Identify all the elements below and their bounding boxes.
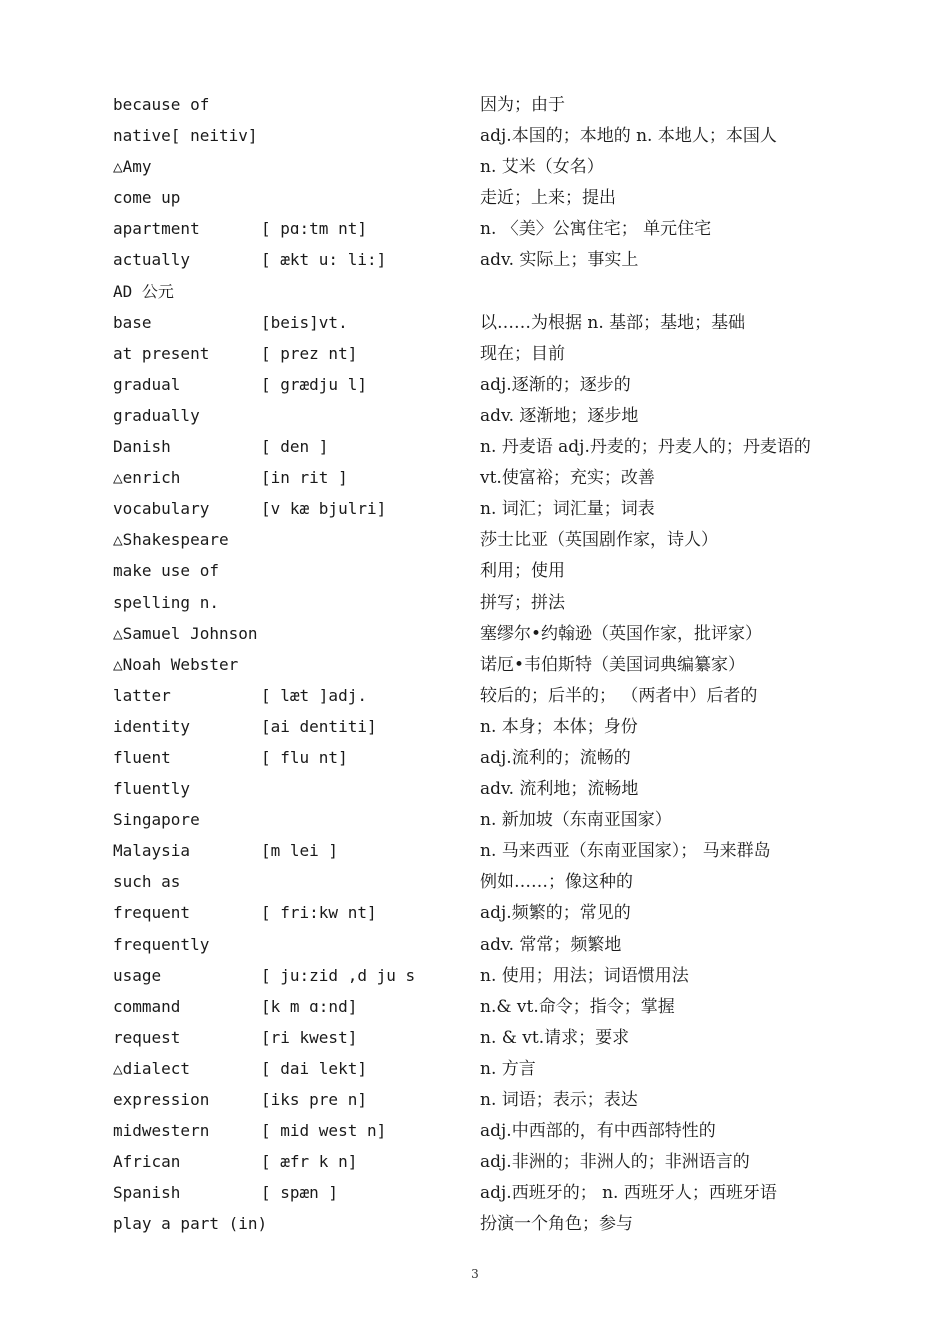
entry-meaning: adj.逐渐的；逐步的: [480, 374, 631, 395]
entry-word: identity: [113, 716, 191, 736]
entry-meaning: n. 丹麦语 adj.丹麦的；丹麦人的；丹麦语的: [480, 437, 811, 458]
vocabulary-entry: [0, 1025, 950, 1056]
entry-meaning: 扮演一个角色；参与: [480, 1214, 633, 1235]
entry-word: fluently: [113, 779, 191, 799]
entry-meaning: vt.使富裕；充实；改善: [480, 468, 655, 489]
vocabulary-entry: [0, 1118, 950, 1149]
entry-meaning: adj.西班牙的； n. 西班牙人；西班牙语: [480, 1183, 777, 1204]
entry-phonetic: [ fri:kw nt]: [261, 903, 377, 923]
entry-phonetic: [beis]vt.: [261, 312, 348, 332]
entry-word: Singapore: [113, 810, 200, 830]
entry-meaning: adj.频繁的；常见的: [480, 903, 631, 924]
vocabulary-entry: [0, 465, 950, 496]
entry-meaning: 走近；上来；提出: [480, 188, 616, 209]
entry-meaning: 莎士比亚（英国剧作家，诗人）: [480, 530, 718, 551]
entry-phonetic: [ spæn ]: [261, 1183, 339, 1203]
entry-word: gradually: [113, 405, 200, 425]
vocabulary-entry: [0, 590, 950, 621]
entry-phonetic: [in rit ]: [261, 468, 348, 488]
entry-word: fluent: [113, 747, 171, 767]
entry-word: △Shakespeare: [113, 530, 229, 550]
vocabulary-entry: [0, 1149, 950, 1180]
vocabulary-entry: [0, 496, 950, 527]
entry-phonetic: [ æfr k n]: [261, 1152, 358, 1172]
entry-word: usage: [113, 965, 162, 985]
vocabulary-entry: [0, 838, 950, 869]
vocabulary-entry: [0, 185, 950, 216]
vocabulary-entry: [0, 1087, 950, 1118]
entry-phonetic: [ grædju l]: [261, 374, 367, 394]
entry-meaning: adv. 常常；频繁地: [480, 934, 622, 955]
vocabulary-entry: [0, 154, 950, 185]
entry-word: Malaysia: [113, 841, 191, 861]
entry-word: expression: [113, 1090, 210, 1109]
entry-meaning: 拼写；拼法: [480, 592, 565, 613]
vocabulary-entry: [0, 745, 950, 776]
entry-meaning: 诺厄•韦伯斯特（美国词典编纂家）: [480, 654, 746, 675]
entry-word: Danish: [113, 437, 171, 457]
vocabulary-entry: [0, 932, 950, 963]
entry-word: △dialect: [113, 1058, 191, 1078]
entry-phonetic: [ dai lekt]: [261, 1058, 367, 1078]
vocabulary-entry: [0, 372, 950, 403]
entry-word: frequent: [113, 903, 191, 923]
vocabulary-entry: [0, 683, 950, 714]
entry-word: native[ neitiv]: [113, 126, 258, 146]
entry-phonetic: [ pɑ:tm nt]: [261, 219, 367, 239]
vocabulary-entry: [0, 776, 950, 807]
vocabulary-entry: [0, 216, 950, 247]
entry-word: African: [113, 1152, 181, 1172]
entry-phonetic: [ai dentiti]: [261, 716, 377, 736]
vocabulary-entry: [0, 994, 950, 1025]
vocabulary-entry: [0, 900, 950, 931]
entry-meaning: 较后的；后半的； （两者中）后者的: [480, 685, 758, 706]
entry-phonetic: [iks pre n]: [261, 1090, 367, 1109]
entry-phonetic: [ mid west n]: [261, 1121, 387, 1141]
entry-meaning: n. & vt.请求；要求: [480, 1027, 630, 1048]
entry-meaning: 现在；目前: [480, 343, 565, 364]
vocabulary-entry: [0, 1056, 950, 1087]
entry-word: midwestern: [113, 1121, 210, 1141]
entry-word: △Noah Webster: [113, 654, 239, 674]
entry-word: Spanish: [113, 1183, 181, 1203]
entry-word: such as: [113, 872, 181, 892]
vocabulary-entry: [0, 807, 950, 838]
vocabulary-entry: [0, 1211, 950, 1242]
vocabulary-entry: [0, 558, 950, 589]
vocabulary-entry: [0, 621, 950, 652]
entry-word: △Amy: [113, 157, 152, 177]
entry-word: make use of: [113, 561, 219, 581]
entry-meaning: n. 词汇；词汇量；词表: [480, 499, 655, 520]
entry-phonetic: [ ækt u: li:]: [261, 250, 387, 270]
entry-meaning: n. 马来西亚（东南亚国家）； 马来群岛: [480, 841, 771, 862]
vocabulary-entry: [0, 341, 950, 372]
entry-word: command: [113, 996, 181, 1016]
vocabulary-entry: [0, 434, 950, 465]
entry-meaning: n.& vt.命令；指令；掌握: [480, 996, 675, 1017]
entry-phonetic: [m lei ]: [261, 841, 339, 861]
vocabulary-list: [0, 92, 950, 1242]
entry-meaning: n. 使用；用法；词语惯用法: [480, 965, 689, 986]
vocabulary-entry: [0, 247, 950, 278]
vocabulary-entry: [0, 652, 950, 683]
entry-word: because of: [113, 95, 210, 114]
entry-word: AD 公元: [113, 281, 174, 301]
entry-meaning: n. 词语；表示；表达: [480, 1090, 638, 1110]
entry-meaning: adv. 实际上；事实上: [480, 250, 639, 271]
vocabulary-entry: [0, 403, 950, 434]
entry-phonetic: [ri kwest]: [261, 1027, 358, 1047]
entry-word: apartment: [113, 219, 200, 239]
entry-meaning: 例如……；像这种的: [480, 872, 633, 893]
vocabulary-entry: [0, 714, 950, 745]
vocabulary-entry: [0, 123, 950, 154]
vocabulary-entry: [0, 527, 950, 558]
entry-phonetic: [ den ]: [261, 437, 329, 457]
entry-meaning: 塞缪尔•约翰逊（英国作家，批评家）: [480, 623, 763, 644]
entry-word: frequently: [113, 934, 210, 954]
entry-word: gradual: [113, 374, 181, 394]
entry-phonetic: [k m ɑ:nd]: [261, 996, 358, 1016]
entry-phonetic: [ flu nt]: [261, 747, 348, 767]
vocabulary-entry: [0, 92, 950, 123]
entry-word: △Samuel Johnson: [113, 623, 258, 643]
entry-word: actually: [113, 250, 191, 270]
entry-meaning: adv. 逐渐地；逐步地: [480, 405, 639, 426]
entry-phonetic: [ læt ]adj.: [261, 685, 367, 705]
entry-phonetic: [ ju:zid ,d ju s: [261, 965, 416, 985]
entry-word: request: [113, 1027, 181, 1047]
entry-meaning: n. 〈美〉公寓住宅； 单元住宅: [480, 219, 712, 240]
entry-word: play a part (in): [113, 1214, 268, 1234]
entry-meaning: adj.流利的；流畅的: [480, 747, 631, 768]
entry-meaning: adj.非洲的；非洲人的；非洲语言的: [480, 1152, 750, 1173]
entry-meaning: adv. 流利地；流畅地: [480, 779, 639, 800]
entry-word: come up: [113, 188, 181, 208]
entry-word: △enrich: [113, 468, 181, 488]
entry-word: base: [113, 312, 152, 332]
vocabulary-entry: [0, 963, 950, 994]
entry-word: at present: [113, 343, 210, 363]
vocabulary-entry: [0, 869, 950, 900]
entry-meaning: n. 方言: [480, 1058, 536, 1079]
page-number: 3: [471, 1267, 479, 1281]
vocabulary-entry: [0, 1180, 950, 1211]
entry-word: vocabulary: [113, 499, 210, 519]
entry-meaning: n. 新加坡（东南亚国家）: [480, 810, 672, 831]
entry-meaning: n. 本身；本体；身份: [480, 716, 638, 737]
entry-phonetic: [ prez nt]: [261, 343, 358, 363]
entry-word: latter: [113, 685, 171, 705]
entry-phonetic: [v kæ bjulri]: [261, 499, 387, 519]
vocabulary-entry: [0, 310, 950, 341]
entry-meaning: 以……为根据 n. 基部；基地；基础: [480, 312, 746, 333]
entry-meaning: n. 艾米（女名）: [480, 157, 604, 178]
entry-meaning: 因为；由于: [480, 95, 565, 115]
entry-meaning: adj.本国的；本地的 n. 本地人；本国人: [480, 126, 777, 147]
entry-meaning: 利用；使用: [480, 561, 565, 582]
vocabulary-entry: [0, 279, 950, 310]
entry-word: spelling n.: [113, 592, 219, 612]
entry-meaning: adj.中西部的，有中西部特性的: [480, 1121, 716, 1142]
